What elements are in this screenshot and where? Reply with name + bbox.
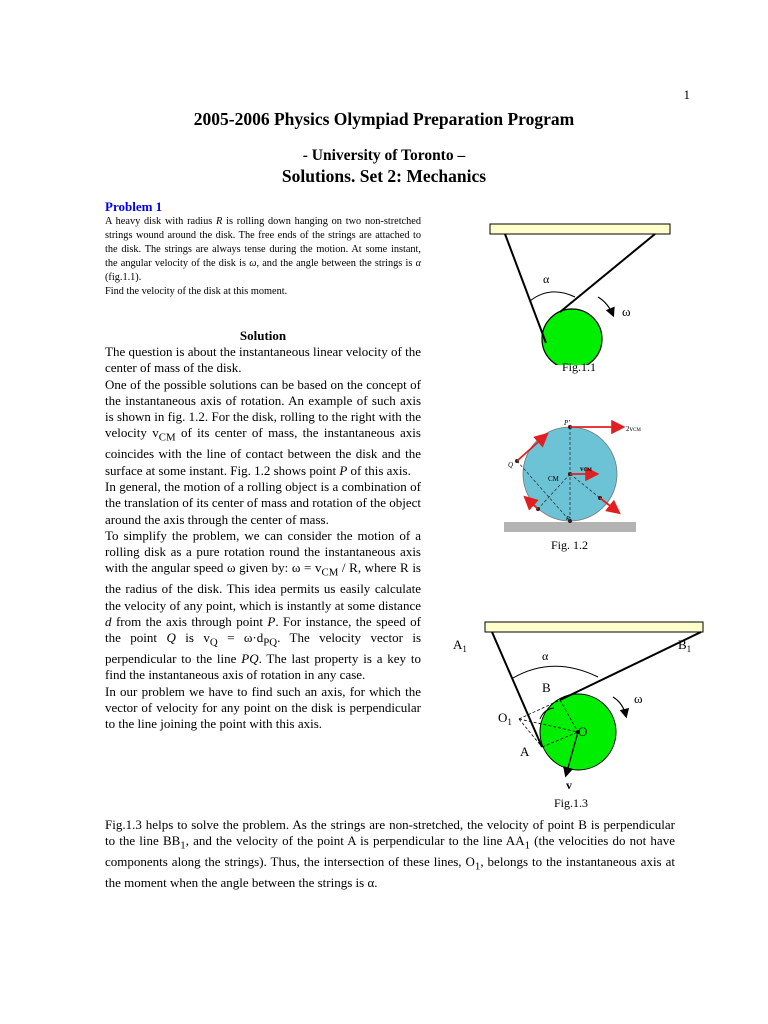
document-heading: Solutions. Set 2: Mechanics <box>281 166 487 186</box>
a1-label: $A_1$ <box>453 637 467 654</box>
omega-arrow-2 <box>613 697 626 716</box>
alpha-label-2: α <box>542 649 549 663</box>
solution-paragraph-3: In general, the motion of a rolling object is a combination of the translation of its center of mass and rotation of the object around the axis through the center of mass. <box>105 478 421 527</box>
solution-paragraph-5: In our problem we have to find such an axis, for which the vector of velocity for any point on the disk is perpendicular to the line joining the point with this axis. <box>105 683 421 732</box>
alpha-arc-2 <box>513 666 598 678</box>
problem-title: Problem 1 <box>105 199 163 214</box>
left-string <box>505 234 546 343</box>
o-label: O <box>578 724 588 739</box>
omega-label: ω <box>622 304 631 319</box>
omega-arrow <box>598 297 613 315</box>
solution-heading: Solution <box>239 328 287 343</box>
figure-1-3 <box>448 615 710 800</box>
string-aa1 <box>492 632 542 747</box>
disk <box>542 309 602 365</box>
cm-label: CM <box>548 475 559 483</box>
alpha-arc <box>530 292 575 301</box>
ptop-label: P' <box>564 419 570 427</box>
right-string <box>560 234 655 312</box>
document-title: 2005-2006 Physics Olympiad Preparation Program <box>193 109 575 129</box>
omega-label-2: ω <box>634 691 643 706</box>
2vcm-label: 2vCM <box>626 425 641 433</box>
a-label: A <box>520 744 530 759</box>
figure-1-2 <box>470 415 680 537</box>
fig3-caption: Fig.1.3 <box>554 796 589 810</box>
b1-label: $B_1$ <box>678 637 692 654</box>
page-number: 1 <box>683 87 690 102</box>
p-label: P <box>566 516 570 522</box>
solution-text <box>105 344 421 733</box>
solution-paragraph-2: One of the possible solutions can be based on the concept of the instantaneous axis of rotation. An example of such axis is shown in fig. 1.2. For the disk, rolling to the right with the velocity $v_{CM}$ of its center of mass, the instantaneous axis coincides with the line of contact between the disk and the surface at some instant. Fig. 1.2 shows point P of this axis. <box>105 376 421 478</box>
o1-a-line <box>519 719 542 747</box>
solution-conclusion: Fig.1.3 helps to solve the problem. As the strings are non-stretched, the velocity of point B is perpendicular to the line $BB_1$, and the velocity of the point A is perpendicular to the line $AA_1$ (the velocities do not have components along the strings). Thus, the intersection of these lines, $O_1$, belongs to the instantaneous axis at the moment when the angle between the strings is α. <box>105 817 675 891</box>
o1-label: $O_1$ <box>498 710 512 727</box>
fig1-caption: Fig.1.1 <box>562 360 597 374</box>
ceiling-bar-2 <box>485 622 703 632</box>
figure-1-1 <box>480 215 680 365</box>
b-label: B <box>542 680 551 695</box>
vcm-label: vCM <box>580 465 592 473</box>
ceiling-bar <box>490 224 670 234</box>
problem-statement: A heavy disk with radius R is rolling down hanging on two non-stretched strings wound around the disk. The free ends of the strings are attached to the disk. The strings are always tense during the motion. At some instant, the angular velocity of the disk is ω, and the angle between the strings is α (fig.1.1). Find the velocity of the disk at this moment. <box>105 216 421 298</box>
document-subtitle: - University of Toronto – <box>302 147 466 164</box>
ground-surface <box>504 522 636 532</box>
alpha-label: α <box>543 272 550 286</box>
v-label: v <box>566 778 572 792</box>
solution-paragraph-4: To simplify the problem, we can consider the motion of a rolling disk as a pure rotation round the instantaneous axis with the angular speed ω given by: $\omega = v_{CM} / R$, where R is the radius of the disk. This idea permits us easily calculate the velocity of any point, which is instantly at some distance d from the axis through point P. For instance, the speed of the point Q is $v_Q = \omega\cdot d_{PQ}$. The velocity vector is perpendicular to the line PQ. The last property is a key to find the instantaneous axis of rotation in any case. <box>105 527 422 683</box>
q-label: Q <box>508 461 514 469</box>
solution-paragraph-1: The question is about the instantaneous linear velocity of the center of mass of the disk. <box>105 344 421 376</box>
fig2-caption: Fig. 1.2 <box>551 538 589 552</box>
